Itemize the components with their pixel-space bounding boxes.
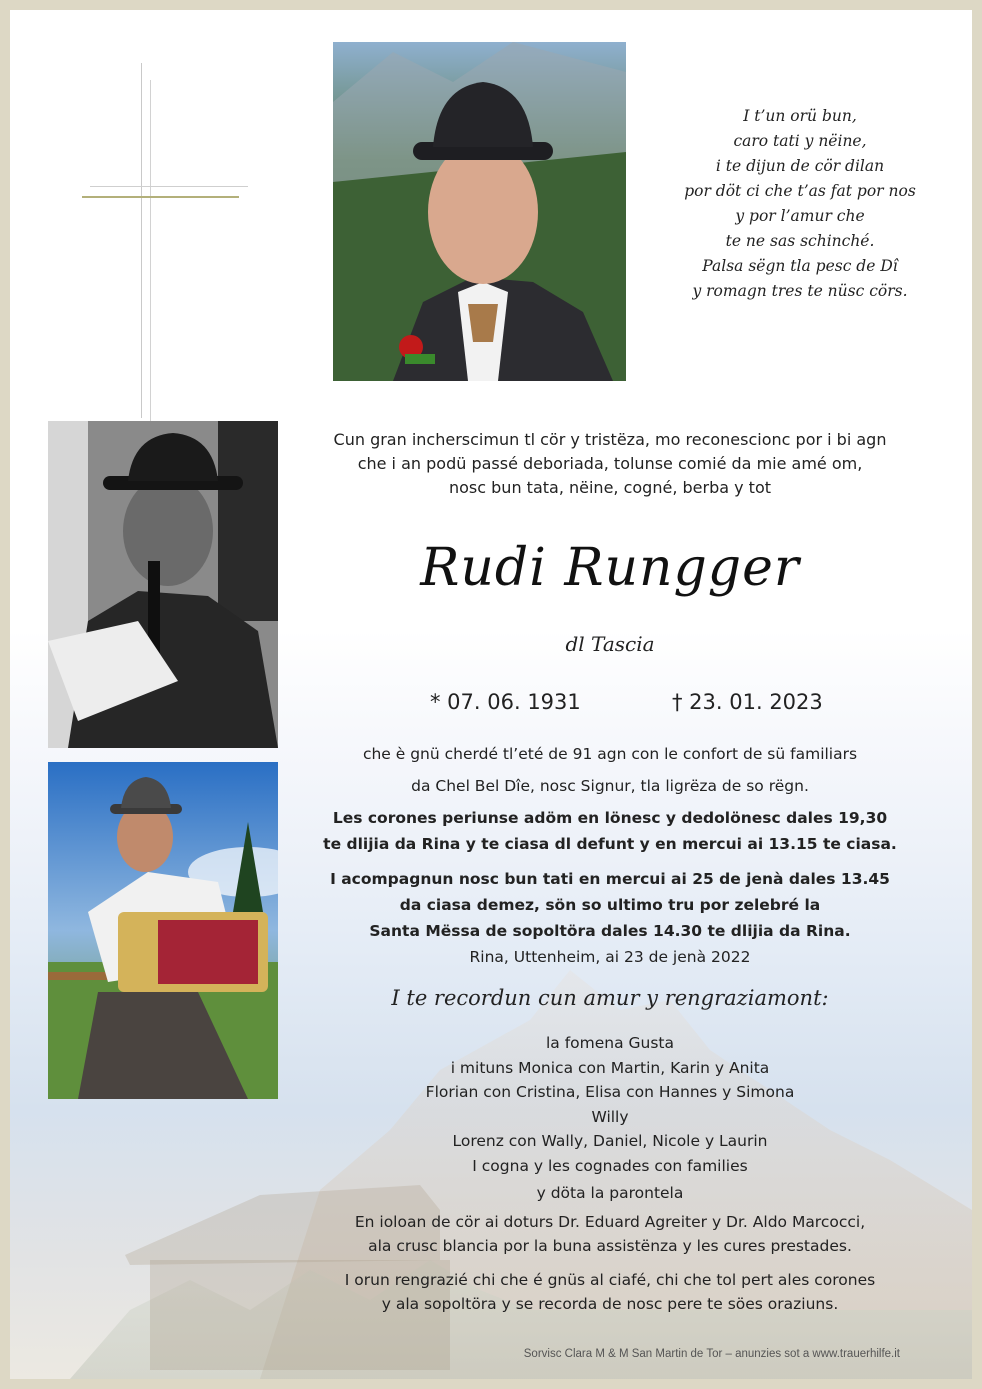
accordion-photo (48, 762, 278, 1099)
family-list (310, 1031, 910, 1206)
poem-line: caro tati y nëine, (733, 132, 867, 150)
poem-line: i te dijun de cör dilan (715, 157, 885, 175)
cross-horizontal-accent (82, 196, 239, 198)
family-line: Florian con Cristina, Elisa con Hannes y Simona (425, 1083, 795, 1101)
poem-line: por döt ci che t’as fat por nos (684, 182, 916, 200)
thanks-line: ala crusc blancia por la buna assistënza y les cures prestades. (368, 1237, 852, 1255)
poem-line: te ne sas schinché. (725, 232, 875, 250)
passing-line: da Chel Bel Dîe, nosc Signur, tla ligrëza de so rëgn. (411, 777, 809, 795)
intro-line: nosc bun tata, nëine, cogné, berba y tot (449, 478, 771, 497)
thanks-doctors (260, 1210, 960, 1258)
passing-text (310, 741, 910, 799)
deceased-name: Rudi Rungger (420, 538, 800, 598)
funeral-line: da ciasa demez, sön so ultimo tru por zelebré la (399, 896, 821, 914)
place-date: Rina, Uttenheim, ai 23 de jenà 2022 (469, 948, 751, 966)
cross-horizontal-line (90, 186, 248, 187)
family-line: y döta la parontela (536, 1184, 684, 1202)
passing-line: che è gnü cherdé tl’eté de 91 agn con le confort de sü familiars (362, 745, 858, 763)
poem (660, 104, 940, 304)
family-line: i mituns Monica con Martin, Karin y Anita (450, 1058, 770, 1077)
cross-vertical-shadow (150, 80, 151, 425)
intro-text (310, 428, 910, 500)
thanks-all (260, 1268, 960, 1316)
clarinet-photo (48, 421, 278, 748)
poem-line: y romagn tres te nüsc cörs. (692, 282, 908, 300)
poem-line: I t’un orü bun, (743, 107, 857, 125)
cross-vertical-line (141, 63, 142, 418)
footer-credit: Sorvisc Clara M & M San Martin de Tor – anunzies sot a www.trauerhilfe.it (523, 1348, 900, 1360)
rosary-text (310, 805, 910, 857)
family-line: Lorenz con Wally, Daniel, Nicole y Laurin (452, 1132, 768, 1150)
intro-line: Cun gran incherscimun tl cör y tristëza, mo reconescionc por i bi agn (333, 430, 887, 449)
poem-line: Palsa sëgn tla pesc de Dî (702, 257, 898, 275)
poem-line: y por l’amur che (735, 207, 865, 225)
family-line: Willy (591, 1107, 629, 1126)
death-date: † 23. 01. 2023 (672, 690, 823, 714)
family-line: I cogna y les cognades con families (472, 1156, 748, 1175)
deceased-nickname: dl Tascia (565, 632, 655, 656)
family-line: la fomena Gusta (545, 1034, 675, 1052)
dedication: I te recordun cun amur y rengraziamont: (391, 986, 829, 1010)
intro-line: che i an podü passé deboriada, tolunse comié da mie amé om, (357, 454, 863, 473)
portrait-photo (333, 42, 626, 381)
funeral-text (310, 866, 910, 944)
birth-date: * 07. 06. 1931 (430, 690, 581, 714)
rosary-line: Les corones periunse adöm en lönesc y dedolönesc dales 19,30 (332, 809, 888, 827)
thanks-line: I orun rengrazié chi che é gnüs al ciafé, chi che tol pert ales corones (344, 1271, 876, 1289)
funeral-line: I acompagnun nosc bun tati en mercui ai 25 de jenà dales 13.45 (330, 870, 890, 888)
thanks-line: y ala sopoltöra y se recorda de nosc pere te söes oraziuns. (381, 1295, 839, 1313)
thanks-line: En ioloan de cör ai doturs Dr. Eduard Agreiter y Dr. Aldo Marcocci, (354, 1213, 866, 1231)
obituary-card (10, 10, 972, 1379)
rosary-line: te dlijia da Rina y te ciasa dl defunt y en mercui ai 13.15 te ciasa. (323, 835, 897, 853)
funeral-line: Santa Mëssa de sopoltöra dales 14.30 te dlijia da Rina. (369, 922, 851, 940)
